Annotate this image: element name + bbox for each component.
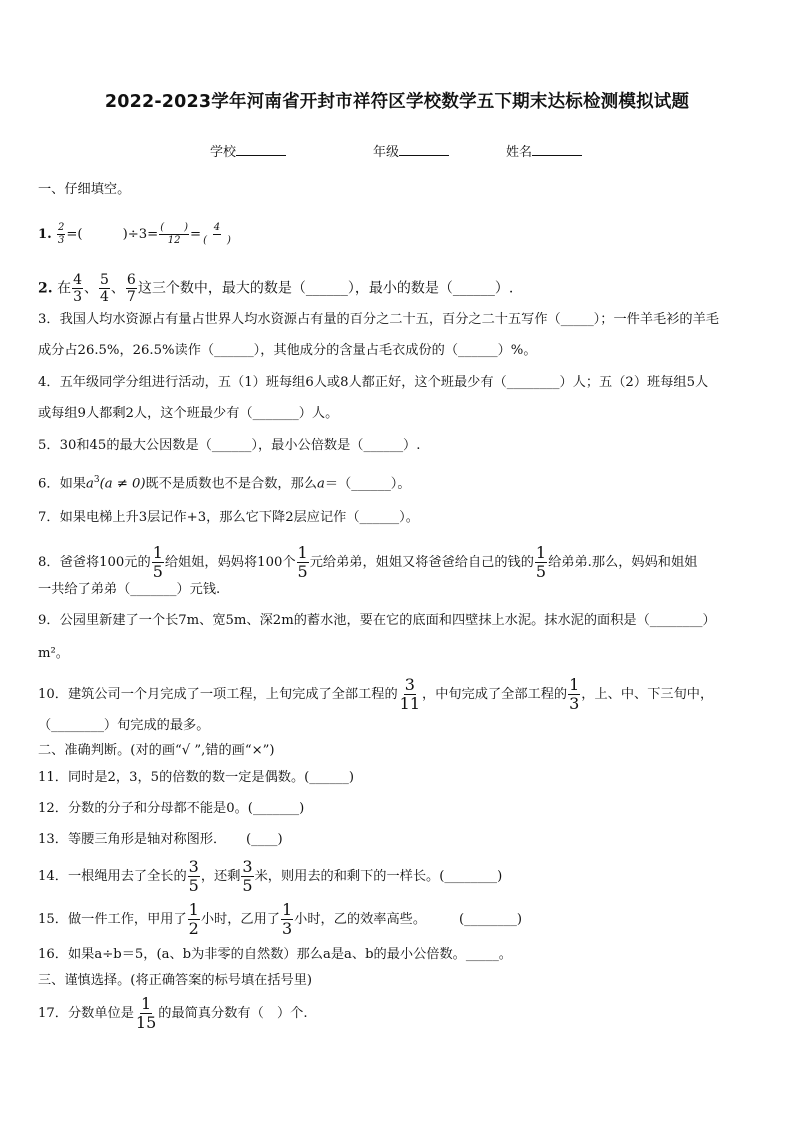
question-16: 16．如果a÷b＝5，(a、b为非零的自然数）那么a是a、b的最小公倍数。_____。 [38,947,512,962]
question-9-line-2: m²。 [38,646,69,661]
school-field [210,141,286,160]
question-5: 5．30和45的最大公因数是（______），最小公倍数是（______）. [38,438,421,453]
question-11: 11．同时是2，3，5的倍数的数一定是偶数。(______) [38,770,354,785]
q10-fraction-1: $\frac{3}{11}$ [399,675,421,713]
q1-text-3: = [190,227,202,242]
name-blank[interactable] [532,142,582,156]
grade-field [373,141,449,160]
question-9-line-1: 9．公园里新建了一个长7m、宽5m、深2m的蓄水池，要在它的底面和四壁抹上水泥。抹水泥的面积是（________） [38,613,716,628]
q2-fraction-2: $\frac{5}{4}$ [100,272,109,305]
q2-number: 2. [38,280,53,297]
q17-text-1: 17．分数单位是 [38,1006,134,1021]
q1-fraction-3: $\frac{4}{( )}$ [203,222,231,246]
question-8-line-1 [38,545,697,580]
q6-exponent: 3 [93,475,100,485]
q15-text-1: 15．做一件工作，甲用了 [38,912,187,927]
q1-fraction-2: $\frac{( )}{12}$ [160,222,189,246]
q1-text-1: =( [66,227,83,242]
question-4-line-1: 4．五年级同学分组进行活动，五（1）班每组6人或8人都正好，这个班最少有（________）人；五（2）班每组5人 [38,375,709,390]
q14-text-2: ，还剩 [200,869,241,884]
q2-fraction-3: $\frac{6}{7}$ [126,272,136,305]
q10-text-2: ，中旬完成了全部工程的 [422,687,568,702]
q14-text-3: 米，则用去的和剩下的一样长。(________) [254,869,503,884]
q8-text-3: 元给弟弟，姐姐又将爸爸给自己的钱的 [309,555,534,570]
q17-text-2: 的最简真分数有（ ）个. [158,1006,308,1021]
q17-fraction-1: $\frac{1}{15}$ [135,994,157,1032]
q2-text-post: 这三个数中，最大的数是（______），最小的数是（______）. [137,280,514,297]
question-7: 7．如果电梯上升3层记作+3，那么它下降2层应记作（______）。 [38,510,419,525]
q14-fraction-2: $\frac{3}{5}$ [242,857,253,895]
q14-text-1: 14．一根绳用去了全长的 [38,869,187,884]
grade-blank[interactable] [399,142,449,156]
q15-text-2: 小时，乙用了 [200,912,280,927]
question-10-line-1 [38,677,713,712]
name-label: 姓名 [506,145,533,160]
q6-text-pre: 6．如果 [38,476,86,492]
q1-fraction-1: $\frac{2}{3}$ [57,222,65,246]
q6-var-a-2: a [316,476,325,492]
q2-fraction-1: $\frac{4}{3}$ [73,272,82,305]
q6-var-a: a [85,476,94,492]
question-2 [38,273,513,304]
question-15 [38,902,522,937]
section-2-heading: 二、准确判断。(对的画“√ ”,错的画“×”) [38,743,275,758]
grade-label: 年级 [373,145,400,160]
question-3-line-1: 3．我国人均水资源占有量占世界人均水资源占有量的百分之二十五，百分之二十五写作（_____）；一件羊毛衫的羊毛 [38,312,719,327]
question-3-line-2: 成分占26.5%，26.5%读作（______），其他成分的含量占毛衣成份的（______）%。 [38,343,537,358]
q15-fraction-2: $\frac{1}{3}$ [281,900,293,938]
school-blank[interactable] [236,142,286,156]
question-8-line-2: 一共给了弟弟（_______）元钱. [38,582,221,597]
question-14 [38,859,502,894]
q15-fraction-1: $\frac{1}{2}$ [188,900,199,938]
q15-text-3: 小时，乙的效率高些。 (________) [294,912,523,927]
question-12: 12．分数的分子和分母都不能是0。(_______) [38,801,305,816]
question-17 [38,996,308,1031]
q6-text-post: 既不是质数也不是合数，那么 [145,476,317,492]
q2-sep-1: 、 [84,280,98,297]
question-6 [38,471,411,493]
q2-sep-2: 、 [110,280,125,297]
question-1 [38,223,233,246]
q6-text-tail: ＝（______）。 [324,476,411,492]
question-13: 13．等腰三角形是轴对称图形． (____) [38,832,283,847]
q8-text-1: 8．爸爸将100元的 [38,555,151,570]
school-label: 学校 [210,145,237,160]
q10-fraction-2: $\frac{1}{3}$ [569,675,580,713]
q8-fraction-2: $\frac{1}{5}$ [297,543,308,581]
q8-fraction-1: $\frac{1}{5}$ [152,543,163,581]
question-10-line-2: （________）旬完成的最多。 [38,718,210,733]
q8-fraction-3: $\frac{1}{5}$ [535,543,547,581]
section-1-heading: 一、仔细填空。 [38,182,131,197]
q8-text-2: 给姐姐，妈妈将100个 [164,555,296,570]
section-3-heading: 三、谨慎选择。(将正确答案的标号填在括号里) [38,973,313,988]
q10-text-3: ，上、中、下三旬中， [581,687,714,702]
q1-number: 1. [38,227,52,242]
q1-text-2: )÷3= [122,227,159,242]
q14-fraction-1: $\frac{3}{5}$ [188,857,199,895]
name-field [506,141,582,160]
q6-condition: (a ≠ 0) [99,476,146,492]
q10-text-1: 10．建筑公司一个月完成了一项工程，上旬完成了全部工程的 [38,687,398,702]
q8-text-4: 给弟弟.那么，妈妈和姐姐 [548,555,698,570]
q2-text-pre: 在 [57,280,72,297]
page-title: 2022-2023学年河南省开封市祥符区学校数学五下期末达标检测模拟试题 [104,92,690,112]
question-4-line-2: 或每组9人都剩2人，这个班最少有（_______）人。 [38,406,339,421]
